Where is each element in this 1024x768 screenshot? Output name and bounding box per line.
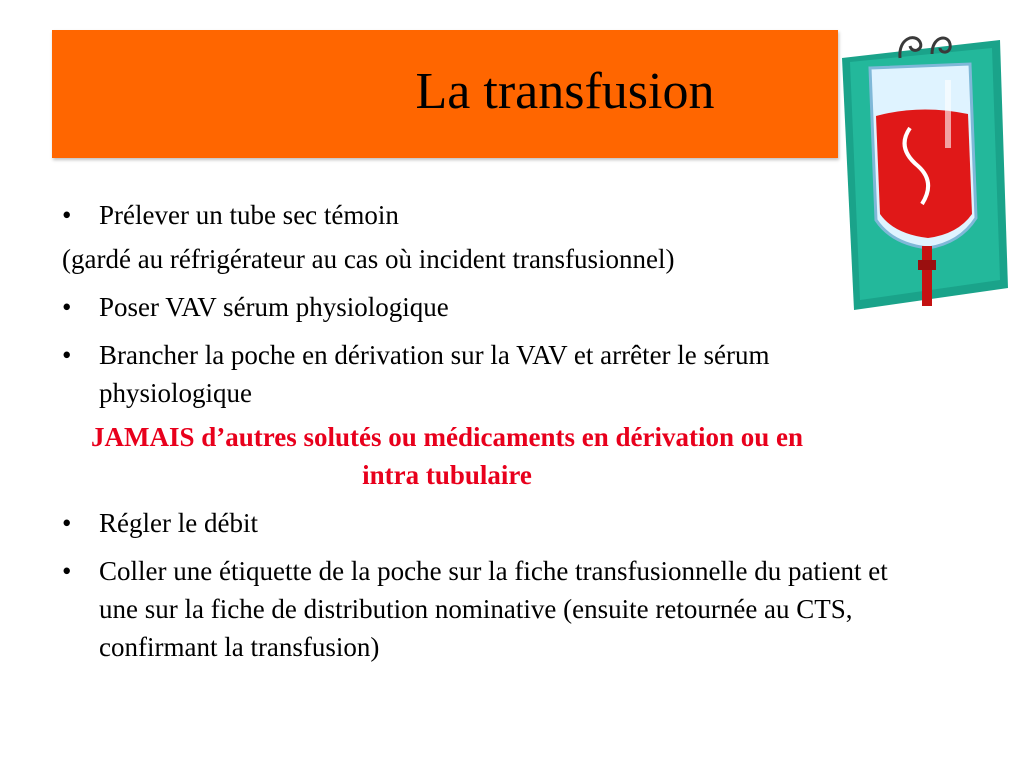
note-line: (gardé au réfrigérateur au cas où incident transfusionnel) — [62, 244, 675, 274]
bullet-item: • Coller une étiquette de la poche sur la fiche transfusionnelle du patient et une sur la fiche de distribution nominative (ensuite retournée au CTS, confirmant la transfusion) — [62, 552, 892, 666]
bullet-item: • Prélever un tube sec témoin — [62, 196, 892, 234]
slide-body — [62, 186, 892, 666]
bullet-item: • Brancher la poche en dérivation sur la VAV et arrêter le sérum physiologique — [62, 336, 892, 412]
bullet-item: • Poser VAV sérum physiologique — [62, 288, 892, 326]
warning-text: JAMAIS d’autres solutés ou médicaments en dérivation ou en intra tubulaire — [90, 422, 803, 490]
bullet-item: • Régler le débit — [62, 504, 892, 542]
title-band — [52, 30, 838, 158]
slide-title: La transfusion — [415, 63, 715, 120]
